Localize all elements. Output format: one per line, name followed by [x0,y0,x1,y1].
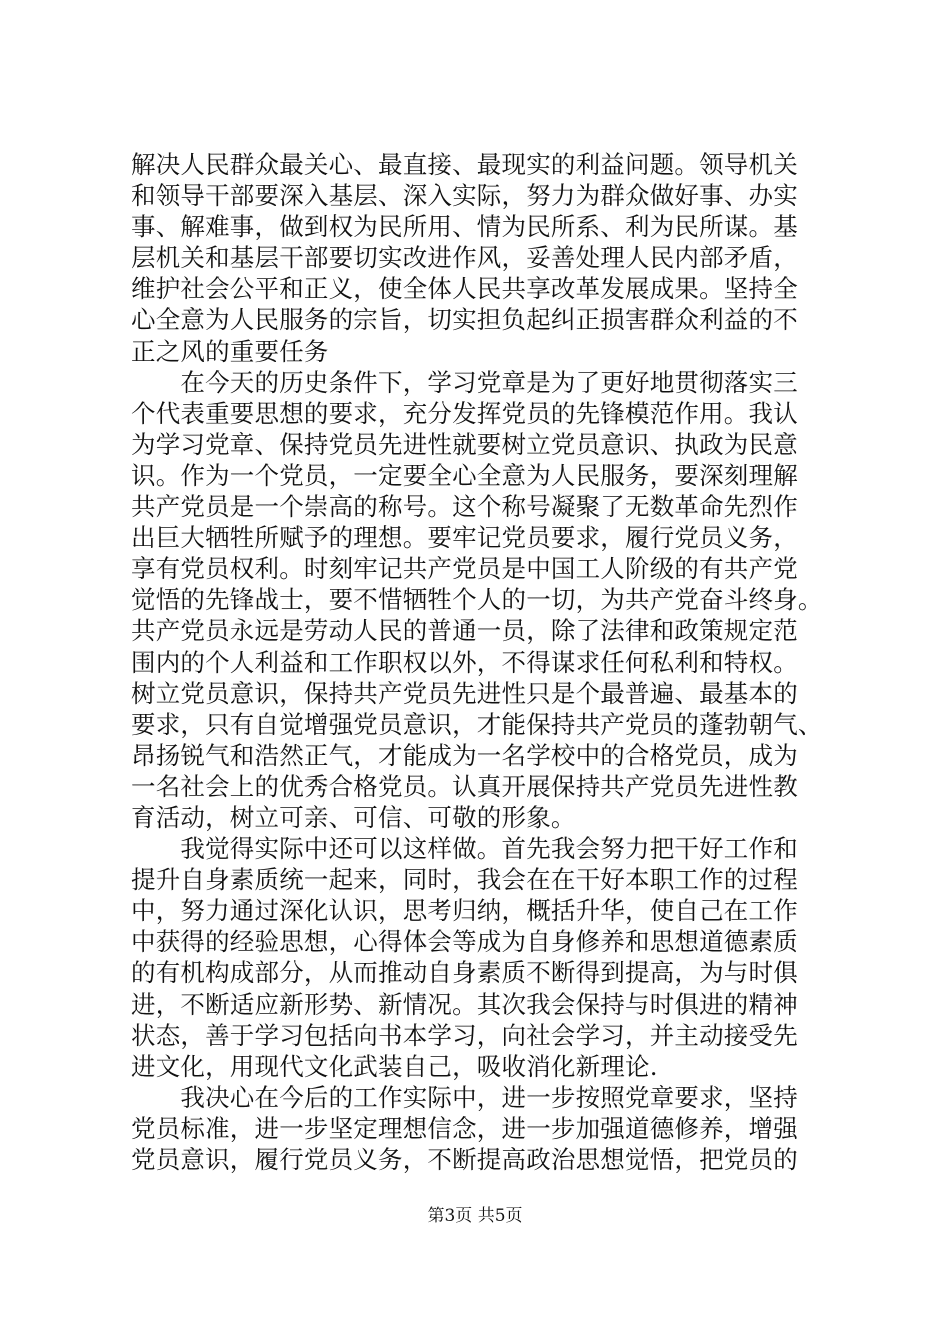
document-body [131,149,831,1175]
text-line: 进文化，用现代文化武装自己，吸收消化新理论. [131,1051,658,1081]
text-line: 解决人民群众最关心、最直接、最现实的利益问题。领导机关 [131,150,798,179]
text-line: 昂扬锐气和浩然正气，才能成为一名学校中的合格党员，成为 [131,740,798,770]
text-line: 正之风的重要任务 [131,336,329,366]
text-line: 我决心在今后的工作实际中，进一步按照党章要求，坚持 [131,1082,798,1112]
text-line: 享有党员权利。时刻牢记共产党员是中国工人阶级的有共产党 [131,554,798,584]
text-line: 共产党员是一个崇高的称号。这个称号凝聚了无数革命先烈作 [131,492,798,522]
text-line: 的有机构成部分，从而推动自身素质不断得到提高，为与时俱 [131,958,798,988]
text-line: 为学习党章、保持党员先进性就要树立党员意识、执政为民意 [131,429,798,459]
text-line: 进，不断适应新形势、新情况。其次我会保持与时俱进的精神 [131,989,798,1019]
text-line: 党员标准，进一步坚定理想信念，进一步加强道德修养，增强 [131,1113,798,1143]
text-line: 和领导干部要深入基层、深入实际，努力为群众做好事、办实 [131,181,798,211]
text-line: 中，努力通过深化认识，思考归纳，概括升华，使自己在工作 [131,896,798,926]
text-line: 觉悟的先锋战士，要不惜牺牲个人的一切，为共产党奋斗终身。 [131,585,823,615]
text-line: 育活动，树立可亲、可信、可敬的形象。 [131,802,576,832]
text-line: 一名社会上的优秀合格党员。认真开展保持共产党员先进性教 [131,771,798,801]
page-number: 第3页 共5页 [427,1206,523,1226]
text-line: 在今天的历史条件下，学习党章是为了更好地贯彻落实三 [131,367,798,397]
text-line: 我觉得实际中还可以这样做。首先我会努力把干好工作和 [131,834,798,864]
text-line: 中获得的经验思想，心得体会等成为自身修养和思想道德素质 [131,927,798,957]
text-line: 围内的个人利益和工作职权以外，不得谋求任何私利和特权。 [131,647,798,677]
text-line: 个代表重要思想的要求，充分发挥党员的先锋模范作用。我认 [131,398,798,428]
text-line: 提升自身素质统一起来，同时，我会在在干好本职工作的过程 [131,865,798,895]
text-line: 树立党员意识，保持共产党员先进性只是个最普遍、最基本的 [131,678,798,708]
text-line: 党员意识，履行党员义务，不断提高政治思想觉悟，把党员的 [131,1145,798,1174]
text-line: 层机关和基层干部要切实改进作风，妥善处理人民内部矛盾， [131,243,798,273]
text-line: 共产党员永远是劳动人民的普通一员，除了法律和政策规定范 [131,616,798,646]
text-line: 事、解难事，做到权为民所用、情为民所系、利为民所谋。基 [131,212,798,242]
text-line: 出巨大牺牲所赋予的理想。要牢记党员要求，履行党员义务， [131,523,798,553]
text-line: 心全意为人民服务的宗旨，切实担负起纠正损害群众利益的不 [131,305,798,335]
text-line: 状态，善于学习包括向书本学习，向社会学习，并主动接受先 [131,1020,798,1050]
text-line: 要求，只有自觉增强党员意识，才能保持共产党员的蓬勃朝气、 [131,709,823,739]
text-line: 识。作为一个党员，一定要全心全意为人民服务，要深刻理解 [131,460,798,490]
text-line: 维护社会公平和正义，使全体人民共享改革发展成果。坚持全 [131,274,798,304]
